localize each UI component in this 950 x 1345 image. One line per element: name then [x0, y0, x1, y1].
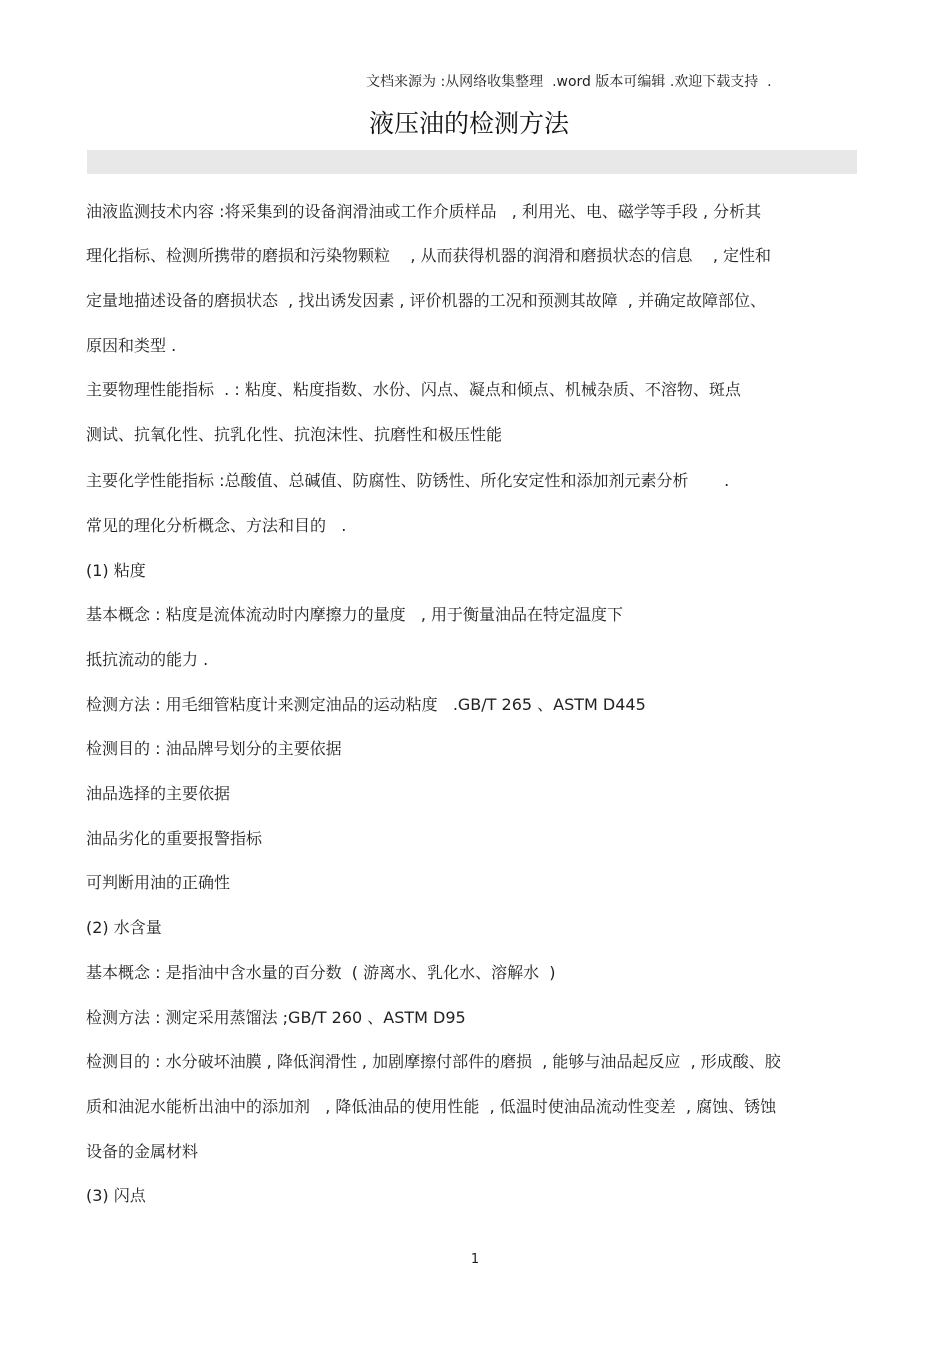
- body-line: 检测目的 : 油品牌号划分的主要依据: [86, 739, 342, 758]
- body-line: 油液监测技术内容 :将采集到的设备润滑油或工作介质样品 , 利用光、电、磁学等手段 , 分析其: [86, 202, 762, 221]
- section-heading-viscosity: (1) 粘度: [86, 561, 146, 580]
- body-line: 基本概念 : 是指油中含水量的百分数 ( 游离水、乳化水、溶解水 ): [86, 963, 556, 982]
- body-line: 抵抗流动的能力 .: [86, 650, 209, 669]
- body-line: 检测方法 : 测定采用蒸馏法 ;GB/T 260 、ASTM D95: [86, 1008, 466, 1027]
- body-line: 检测目的 : 水分破坏油膜 , 降低润滑性 , 加剧摩擦付部件的磨损 , 能够与油品起反应 , 形成酸、胶: [86, 1052, 781, 1071]
- body-line: 油品劣化的重要报警指标: [86, 829, 263, 848]
- body-line: 理化指标、检测所携带的磨损和污染物颗粒 , 从而获得机器的润滑和磨损状态的信息 , 定性和: [86, 246, 772, 265]
- body-line: 主要化学性能指标 :总酸值、总碱值、防腐性、防锈性、所化安定性和添加剂元素分析 .: [86, 471, 730, 490]
- title-divider-bar: [87, 150, 857, 174]
- body-line: 检测方法 : 用毛细管粘度计来测定油品的运动粘度 .GB/T 265 、ASTM D445: [86, 695, 646, 714]
- body-line: 定量地描述设备的磨损状态 , 找出诱发因素 , 评价机器的工况和预测其故障 , 并确定故障部位、: [86, 291, 766, 310]
- body-line: 质和油泥水能析出油中的添加剂 , 降低油品的使用性能 , 低温时使油品流动性变差 , 腐蚀、锈蚀: [86, 1097, 777, 1116]
- body-line: 基本概念 : 粘度是流体流动时内摩擦力的量度 , 用于衡量油品在特定温度下: [86, 605, 623, 624]
- body-line: 可判断用油的正确性: [86, 873, 231, 892]
- page-number: 1: [470, 1252, 480, 1267]
- body-line: 测试、抗氧化性、抗乳化性、抗泡沫性、抗磨性和极压性能: [86, 425, 503, 444]
- body-line: 设备的金属材料: [86, 1142, 199, 1161]
- section-heading-flash-point: (3) 闪点: [86, 1186, 146, 1205]
- body-line: 主要物理性能指标 . : 粘度、粘度指数、水份、闪点、凝点和倾点、机械杂质、不溶物、斑点: [86, 380, 741, 399]
- body-line: 原因和类型 .: [86, 336, 177, 355]
- body-line: 常见的理化分析概念、方法和目的 .: [86, 516, 347, 535]
- document-title: 液压油的检测方法: [368, 109, 569, 138]
- section-heading-water-content: (2) 水含量: [86, 918, 162, 937]
- header-note: 文档来源为 :从网络收集整理 .word 版本可编辑 .欢迎下载支持 .: [366, 74, 772, 90]
- body-line: 油品选择的主要依据: [86, 784, 231, 803]
